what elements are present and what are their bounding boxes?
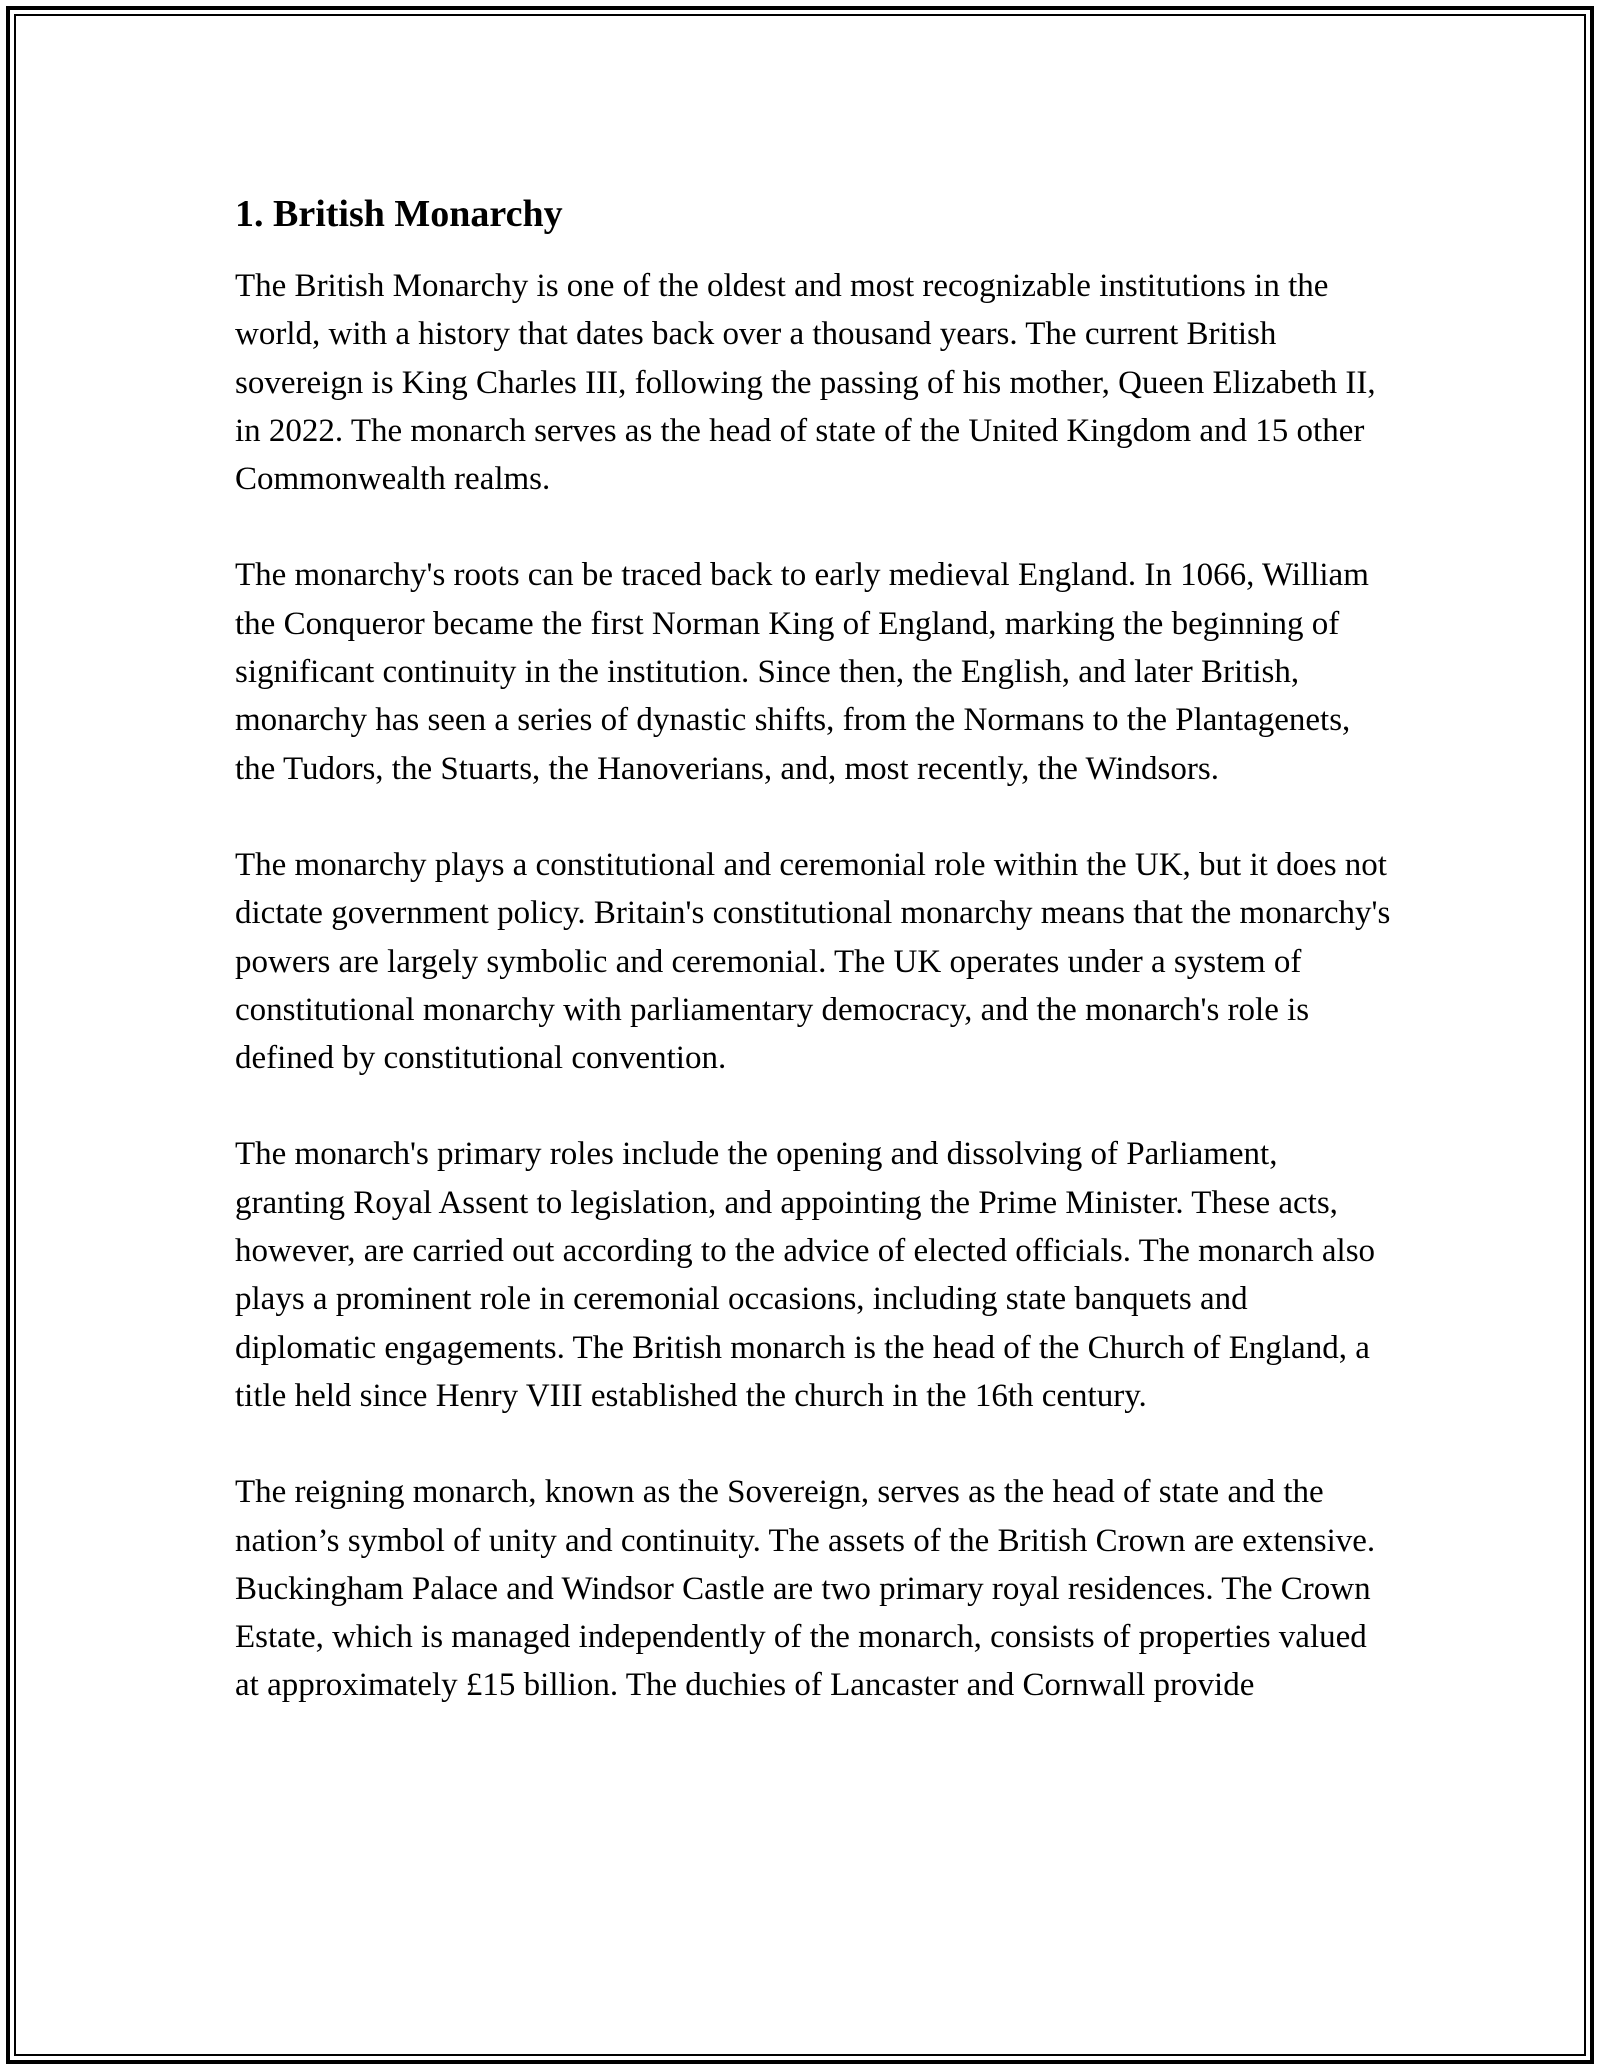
paragraph-sovereign-assets: The reigning monarch, known as the Sovereign, serves as the head of state and the nation’s symbol of unity and continuity. The assets of the British Crown are extensive. Buckingham Palace and Windsor Castle are two primary royal residences. The Crown Estate, which is managed independently of the monarch, consists of properties valued at approximately £15 billion. The duchies of Lancaster and Cornwall provide: [235, 1474, 1376, 1704]
paragraph-history: The monarchy's roots can be traced back to early medieval England. In 1066, William the Conqueror became the first Norman King of England, marking the beginning of significant continuity in the institution. Since then, the English, and later British, monarchy has seen a series of dynastic shifts, from the Normans to the Plantagenets, the Tudors, the Stuarts, the Hanoverians, and, most recently, the Windsors.: [235, 557, 1369, 787]
section-heading: 1. British Monarchy: [235, 193, 563, 235]
paragraph-constitutional-role: The monarchy plays a constitutional and ceremonial role within the UK, but it does not dictate government policy. Britain's constitutional monarchy means that the monarchy's powers are largely symbolic and ceremonial. The UK operates under a system of constitutional monarchy with parliamentary democracy, and the monarch's role is defined by constitutional convention.: [235, 846, 1391, 1077]
document-body: [235, 182, 1395, 1758]
paragraph-intro: The British Monarchy is one of the oldest and most recognizable institutions in the world, with a history that dates back over a thousand years. The current British sovereign is King Charles III, following the passing of his mother, Queen Elizabeth II, in 2022. The monarch serves as the head of state of the United Kingdom and 15 other Commonwealth realms.: [235, 268, 1376, 498]
paragraph-primary-roles: The monarch's primary roles include the opening and dissolving of Parliament, granting Royal Assent to legislation, and appointing the Prime Minister. These acts, however, are carried out according to the advice of elected officials. The monarch also plays a prominent role in ceremonial occasions, including state banquets and diplomatic engagements. The British monarch is the head of the Church of England, a title held since Henry VIII established the church in the 16th century.: [235, 1136, 1376, 1414]
